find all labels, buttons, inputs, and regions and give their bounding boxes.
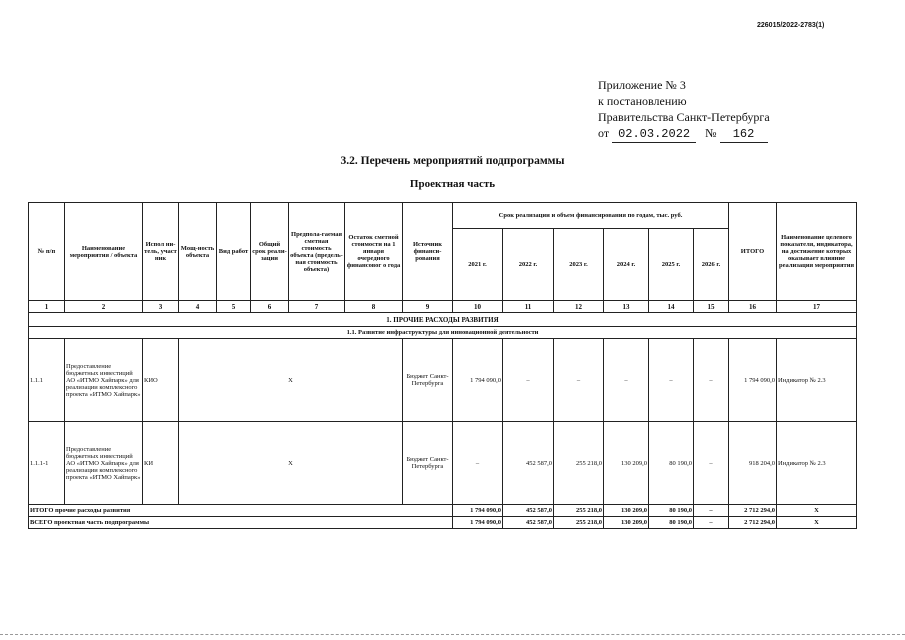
totals-mark: Х [777,517,857,529]
row-y2022: 452 587,0 [503,422,554,505]
appendix-date-line [598,125,770,143]
header-year: 2025 г. [649,229,694,301]
totals-y2022: 452 587,0 [503,505,554,517]
totals-y2025: 80 190,0 [649,517,694,529]
scan-edge-divider [0,634,905,635]
totals-label: ВСЕГО проектная часть подпрограммы [29,517,453,529]
header-executor: Испол ни-тель, участ ник [143,203,179,301]
header-cost: Предпола-гаемая сметная стоимость объекта (предель-ная стоимость объекта) [289,203,345,301]
page-title: 3.2. Перечень мероприятий подпрограммы [340,155,565,167]
col-number: 9 [403,301,453,313]
col-number: 12 [554,301,604,313]
appendix-block [598,77,770,143]
col-number: 8 [345,301,403,313]
col-number: 1 [29,301,65,313]
header-year: 2022 г. [503,229,554,301]
number-prefix: № [705,126,717,140]
row-name: Предоставление бюджетных инвестиций АО «ИТМО Хайпарк» для реализации комплексного проекта «ИТМО Хайпарк» [65,339,143,422]
row-y2023: – [554,339,604,422]
header-source: Источник финанси-рования [403,203,453,301]
totals-row [29,505,857,517]
appendix-line-3: Правительства Санкт-Петербурга [598,110,770,124]
totals-y2021: 1 794 090,0 [453,517,503,529]
header-year: 2024 г. [604,229,649,301]
row-executor: КИО [143,339,179,422]
section-row [29,313,857,327]
row-y2021: 1 794 090,0 [453,339,503,422]
totals-y2025: 80 190,0 [649,505,694,517]
totals-y2026: – [694,505,729,517]
header-work-type: Вид работ [217,203,251,301]
row-total: 1 794 090,0 [729,339,777,422]
totals-y2023: 255 218,0 [554,505,604,517]
row-y2023: 255 218,0 [554,422,604,505]
row-mark: Х [179,422,403,505]
page-subtitle: Проектная часть [409,178,496,190]
col-number: 7 [289,301,345,313]
header-year: 2023 г. [554,229,604,301]
row-y2024: – [604,339,649,422]
totals-y2024: 130 209,0 [604,517,649,529]
header-row [29,203,857,229]
table-row [29,422,857,505]
totals-y2026: – [694,517,729,529]
appendix-line-1: Приложение № 3 [598,78,686,92]
col-number: 13 [604,301,649,313]
row-number: 1.1.1-1 [29,422,65,505]
row-y2021: – [453,422,503,505]
row-number: 1.1.1 [29,339,65,422]
totals-label: ИТОГО прочие расходы развития [29,505,453,517]
grand-totals-row [29,517,857,529]
section-title: 1. ПРОЧИЕ РАСХОДЫ РАЗВИТИЯ [29,313,857,327]
totals-total: 2 712 294,0 [729,505,777,517]
col-number: 10 [453,301,503,313]
totals-y2024: 130 209,0 [604,505,649,517]
row-indicator: Индикатор № 2.3 [777,422,857,505]
row-name: Предоставление бюджетных инвестиций АО «ИТМО Хайпарк» для реализации комплексного проекта «ИТМО Хайпарк» [65,422,143,505]
decree-number: 162 [720,126,768,143]
header-remainder: Остаток сметной стоимости на 1 января очередного финансовог о года [345,203,403,301]
totals-y2021: 1 794 090,0 [453,505,503,517]
totals-mark: Х [777,505,857,517]
col-number: 16 [729,301,777,313]
column-numbers-row [29,301,857,313]
header-year: 2026 г. [694,229,729,301]
row-mark: Х [179,339,403,422]
totals-total: 2 712 294,0 [729,517,777,529]
col-number: 14 [649,301,694,313]
col-number: 6 [251,301,289,313]
header-term: Общий срок реали-зации [251,203,289,301]
row-source: Бюджет Санкт-Петербурга [403,339,453,422]
row-y2022: – [503,339,554,422]
col-number: 3 [143,301,179,313]
row-y2025: 80 190,0 [649,422,694,505]
header-capacity: Мощ-ность объекта [179,203,217,301]
header-number: № п/п [29,203,65,301]
col-number: 11 [503,301,554,313]
activities-table [28,202,857,529]
row-y2026: – [694,339,729,422]
table-row [29,339,857,422]
row-y2025: – [649,339,694,422]
row-total: 918 204,0 [729,422,777,505]
col-number: 5 [217,301,251,313]
totals-y2022: 452 587,0 [503,517,554,529]
subsection-row [29,327,857,339]
header-indicator: Наименование целевого показателя, индикатора, на достижение которых оказывает влияние реализация мероприятия [777,203,857,301]
document-number: 226015/2022-2783(1) [757,22,825,29]
row-y2026: – [694,422,729,505]
totals-y2023: 255 218,0 [554,517,604,529]
col-number: 17 [777,301,857,313]
subsection-title: 1.1. Развитие инфраструктуры для инновационной деятельности [29,327,857,339]
header-year: 2021 г. [453,229,503,301]
row-y2024: 130 209,0 [604,422,649,505]
date-prefix: от [598,126,610,140]
col-number: 15 [694,301,729,313]
header-funding: Срок реализации и объем финансирования по годам, тыс. руб. [453,203,729,229]
row-executor: КИ [143,422,179,505]
header-total: ИТОГО [729,203,777,301]
col-number: 4 [179,301,217,313]
row-indicator: Индикатор № 2.3 [777,339,857,422]
header-name: Наименование мероприятия / объекта [65,203,143,301]
row-source: Бюджет Санкт-Петербурга [403,422,453,505]
appendix-line-2: к постановлению [598,94,687,108]
col-number: 2 [65,301,143,313]
decree-date: 02.03.2022 [612,126,696,143]
